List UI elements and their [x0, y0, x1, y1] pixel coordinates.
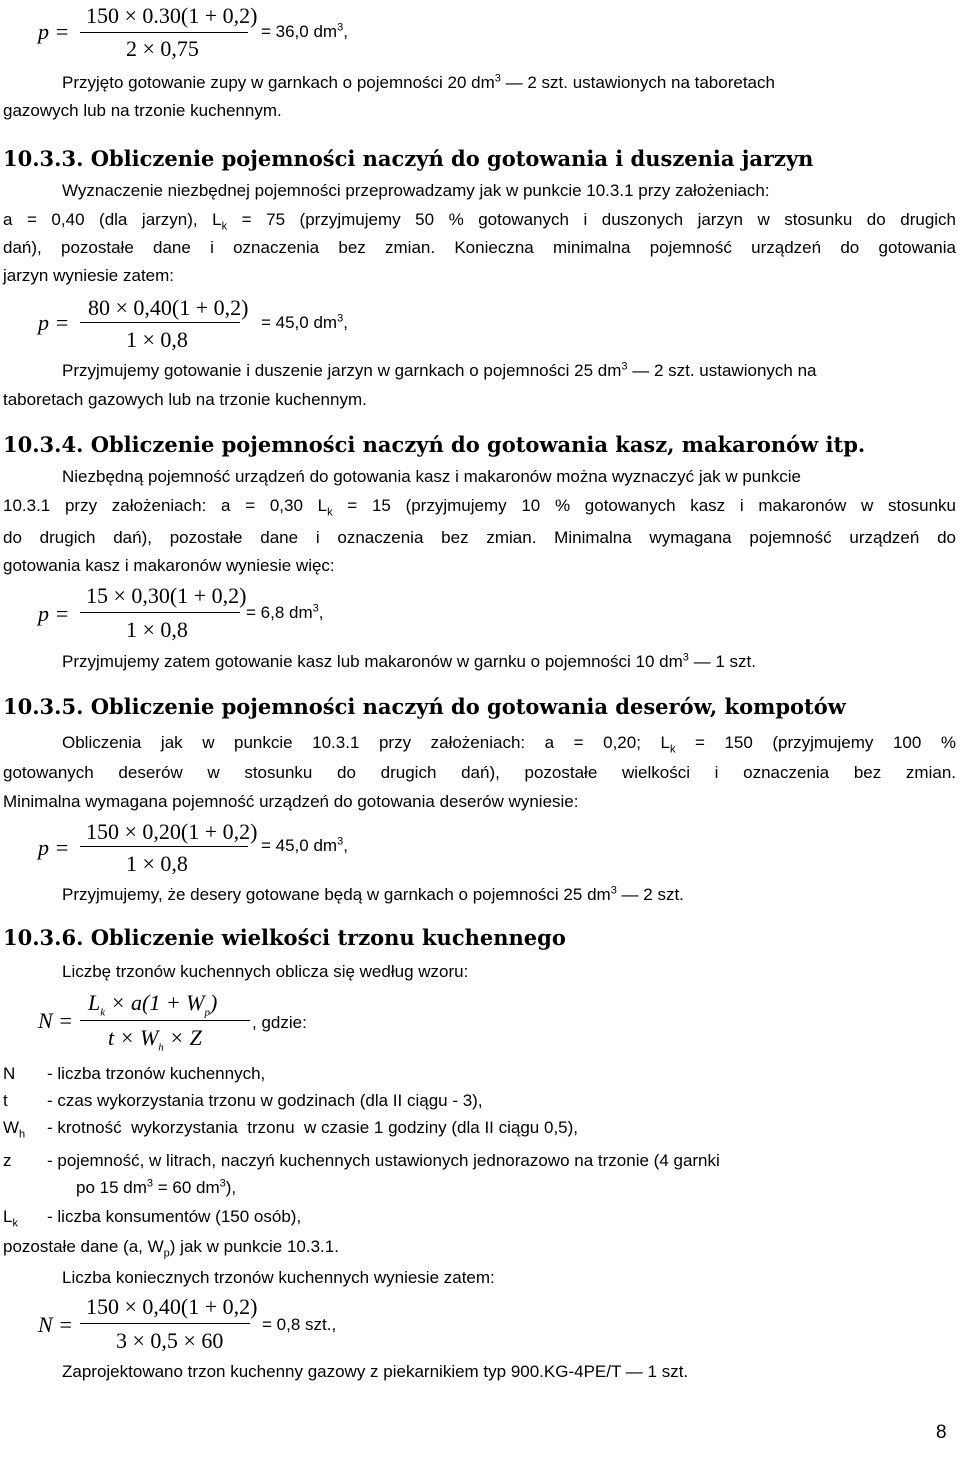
paragraph-line: Przyjęto gotowanie zupy w garnkach o pojemności 20 $dm^3$ — 2 szt. ustawionych na taboretach	[62, 72, 775, 92]
paragraph-line: Obliczenia jak w punkcie 10.3.1 przy założeniach: a = 0,20; $L_k = 150$ (przyjmujemy 100 %	[62, 733, 956, 756]
definition-text: - krotność wykorzystania trzonu w czasie 1 godziny (dla II ciągu 0,5),	[47, 1118, 579, 1137]
fraction-bar	[80, 32, 248, 33]
formula-result: = 0,8 szt.,	[262, 1315, 337, 1334]
formula-denominator: 2 × 0,75	[126, 36, 199, 61]
definition-text: - czas wykorzystania trzonu w godzinach (dla II ciągu - 3),	[47, 1091, 483, 1110]
paragraph-line: Wyznaczenie niezbędnej pojemności przeprowadzamy jak w punkcie 10.3.1 przy założeniach:	[62, 181, 770, 200]
formula-result: = 6,8 $dm^3$,	[246, 602, 324, 622]
definition-text: - pojemność, w litrach, naczyń kuchennych ustawionych jednorazowo na trzonie (4 garnki	[47, 1151, 720, 1170]
formula-result: = 45,0 $dm^3$,	[261, 312, 348, 332]
paragraph-line: taboretach gazowych lub na trzonie kuchennym.	[3, 390, 367, 409]
page-number: 8	[936, 1422, 947, 1443]
fraction-bar	[80, 1323, 250, 1324]
paragraph-line: Przyjmujemy gotowanie i duszenie jarzyn w garnkach o pojemności 25 $dm^3$ — 2 szt. ustawionych na	[62, 360, 817, 380]
formula-numerator: 150 × 0,40(1 + 0,2)	[86, 1294, 258, 1319]
formula-numerator: 80 × 0,40(1 + 0,2)	[88, 295, 249, 320]
section-heading: 10.3.3. Obliczenie pojemności naczyń do gotowania i duszenia jarzyn	[3, 146, 814, 171]
definition-text: - liczba konsumentów (150 osób),	[47, 1207, 302, 1226]
formula-denominator: 3 × 0,5 × 60	[116, 1328, 224, 1353]
formula-denominator: 1 × 0,8	[126, 327, 188, 352]
formula-n-label: N =	[38, 1312, 74, 1337]
formula-p-label: p =	[38, 601, 70, 626]
section-heading: 10.3.4. Obliczenie pojemności naczyń do gotowania kasz, makaronów itp.	[3, 432, 866, 457]
paragraph-line: pozostałe dane (a, $W_p$) jak w punkcie 10.3.1.	[3, 1237, 339, 1260]
formula-result: = 45,0 $dm^3$,	[261, 835, 348, 855]
definition-text: - liczba trzonów kuchennych,	[47, 1064, 266, 1083]
fraction-bar	[80, 1020, 250, 1021]
paragraph-line: Liczba koniecznych trzonów kuchennych wyniesie zatem:	[62, 1268, 495, 1287]
paragraph-line: a = 0,40 (dla jarzyn), $L_k = 75$ (przyjmujemy 50 % gotowanych i duszonych jarzyn w stosunku do drugich	[3, 210, 957, 233]
paragraph-line: gotowania kasz i makaronów wyniesie więc:	[3, 556, 335, 575]
paragraph-line: Przyjmujemy, że desery gotowane będą w garnkach o pojemności 25 $dm^3$ — 2 szt.	[62, 884, 684, 904]
paragraph-line: Minimalna wymagana pojemność urządzeń do gotowania deserów wyniesie:	[3, 792, 579, 811]
paragraph-line: gotowanych deserów w stosunku do drugich dań), pozostałe wielkości i oznaczenia bez zmian.	[3, 763, 956, 782]
formula-denominator: $t \times W_h \times Z$	[108, 1025, 202, 1054]
fraction-bar	[80, 846, 248, 847]
formula-numerator: $L_k \times a(1 + W_p)$	[88, 990, 218, 1019]
definition-symbol: $L_k$	[3, 1207, 18, 1230]
definition-symbol: $W_h$	[3, 1118, 26, 1141]
definition-symbol: N	[3, 1064, 16, 1083]
formula-p-label: p =	[38, 835, 70, 860]
formula-numerator: 15 × 0,30(1 + 0,2)	[86, 583, 247, 608]
fraction-bar	[80, 612, 240, 613]
paragraph-line: Niezbędną pojemność urządzeń do gotowania kasz i makaronów można wyznaczyć jak w punkcie	[62, 467, 801, 486]
paragraph-line: Liczbę trzonów kuchennych oblicza się według wzoru:	[62, 962, 469, 981]
formula-denominator: 1 × 0,8	[126, 851, 188, 876]
section-heading: 10.3.6. Obliczenie wielkości trzonu kuchennego	[3, 925, 566, 950]
paragraph-line: Zaprojektowano trzon kuchenny gazowy z piekarnikiem typ 900.KG-4PE/T — 1 szt.	[62, 1362, 689, 1381]
definition-symbol: z	[3, 1151, 12, 1170]
formula-tail: , gdzie:	[252, 1013, 307, 1032]
section-heading: 10.3.5. Obliczenie pojemności naczyń do gotowania deserów, kompotów	[3, 694, 846, 719]
formula-numerator: 150 × 0,20(1 + 0,2)	[86, 819, 258, 844]
paragraph-line: do drugich dań), pozostałe dane i oznaczenia bez zmian. Minimalna wymagana pojemność urządzeń do	[3, 528, 956, 547]
formula-numerator: 150 × 0.30(1 + 0,2)	[86, 3, 258, 28]
paragraph-line: Przyjmujemy zatem gotowanie kasz lub makaronów w garnku o pojemności 10 $dm^3$ — 1 szt.	[62, 651, 756, 671]
formula-p-label: p =	[38, 19, 70, 44]
paragraph-line: dań), pozostałe dane i oznaczenia bez zmian. Konieczna minimalna pojemność urządzeń do gotowania	[3, 238, 956, 257]
formula-p-label: p =	[38, 310, 70, 335]
formula-n-label: N =	[38, 1008, 74, 1033]
formula-result: = 36,0 $dm^3$,	[261, 21, 348, 41]
definition-text-continued: po 15 $dm^3 = 60$ $dm^3$),	[76, 1177, 237, 1197]
paragraph-line: 10.3.1 przy założeniach: a = 0,30 $L_k = 15$ (przyjmujemy 10 % gotowanych kasz i makaronów w stosunku	[3, 496, 957, 519]
paragraph-line: gazowych lub na trzonie kuchennym.	[3, 101, 282, 120]
fraction-bar	[80, 322, 240, 323]
paragraph-line: jarzyn wyniesie zatem:	[3, 266, 175, 285]
formula-denominator: 1 × 0,8	[126, 617, 188, 642]
definition-symbol: t	[3, 1091, 8, 1110]
